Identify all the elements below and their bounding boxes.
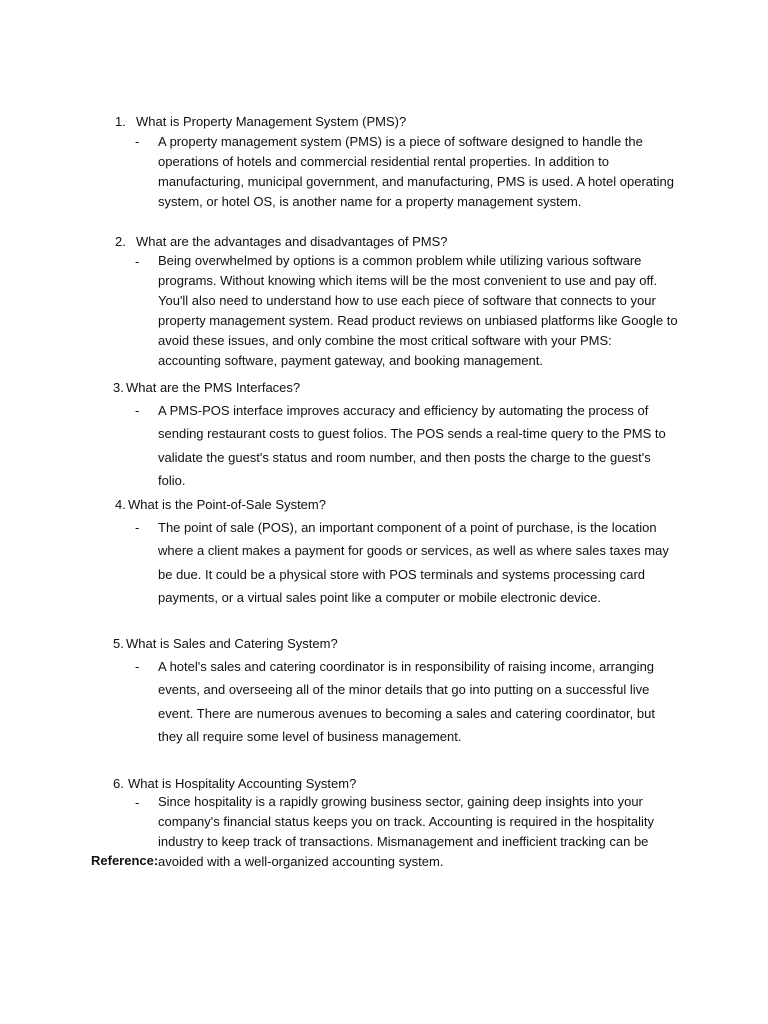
question-number: 2. (115, 234, 126, 249)
question-text: What is the Point-of-Sale System? (128, 497, 326, 512)
reference-heading: Reference: (91, 853, 159, 868)
question-2-title (115, 234, 447, 250)
question-text: What are the PMS Interfaces? (126, 380, 301, 395)
question-3-answer: A PMS-POS interface improves accuracy and efficiency by automating the process of sending restaurant costs to guest folios. The POS sends a real-time query to the PMS to validate the guest's status and room number, and then posts the charge to the guest's folio. (158, 403, 666, 488)
bullet-dash: - (135, 795, 140, 810)
question-4-answer: The point of sale (POS), an important component of a point of purchase, is the location where a client makes a payment for goods or services, as well as where sales taxes may be due. It could be a physical store with POS terminals and systems processing card payments, or a virtual sales point like a computer or mobile electronic device. (158, 520, 669, 605)
question-2-answer: Being overwhelmed by options is a common problem while utilizing various software programs. Without knowing which items will be the most convenient to use and pay off. You'll also need to understand how to use each piece of software that connects to your property management system. Read product reviews on unbiased platforms like Google to avoid these issues, and only combine the most critical software with your PMS: accounting software, payment gateway, and booking management. (158, 253, 678, 368)
bullet-dash: - (135, 403, 140, 418)
question-number: 4. (115, 497, 126, 512)
question-text: What is Sales and Catering System? (126, 636, 338, 651)
bullet-dash: - (135, 520, 140, 535)
question-6-title (113, 776, 356, 792)
bullet-dash: - (135, 134, 140, 149)
question-number: 3. (113, 380, 124, 395)
question-5-answer: A hotel's sales and catering coordinator is in responsibility of raising income, arranging events, and overseeing all of the minor details that go into putting on a successful live event. There are numerous avenues to becoming a sales and catering coordinator, but they all require some level of business management. (158, 659, 655, 744)
question-text: What are the advantages and disadvantages of PMS? (136, 234, 448, 249)
question-4-title (115, 497, 326, 513)
question-text: What is Property Management System (PMS)? (136, 114, 407, 129)
question-5-title (113, 636, 338, 652)
bullet-dash: - (135, 254, 140, 269)
question-3-title (113, 380, 300, 396)
question-1-title (115, 114, 406, 130)
question-1-answer: A property management system (PMS) is a piece of software designed to handle the operations of hotels and commercial residential rental properties. In addition to manufacturing, municipal government, and manufacturing, PMS is used. A hotel operating system, or hotel OS, is another name for a property management system. (158, 134, 674, 209)
question-number: 6. (113, 776, 124, 791)
question-number: 5. (113, 636, 124, 651)
bullet-dash: - (135, 659, 140, 674)
question-number: 1. (115, 114, 126, 129)
question-text: What is Hospitality Accounting System? (128, 776, 357, 791)
question-6-answer: Since hospitality is a rapidly growing business sector, gaining deep insights into your company's financial status keeps you on track. Accounting is required in the hospitality industry to keep track of transactions. Mismanagement and inefficient tracking can be avoided with a well-organized accounting system. (158, 794, 655, 869)
